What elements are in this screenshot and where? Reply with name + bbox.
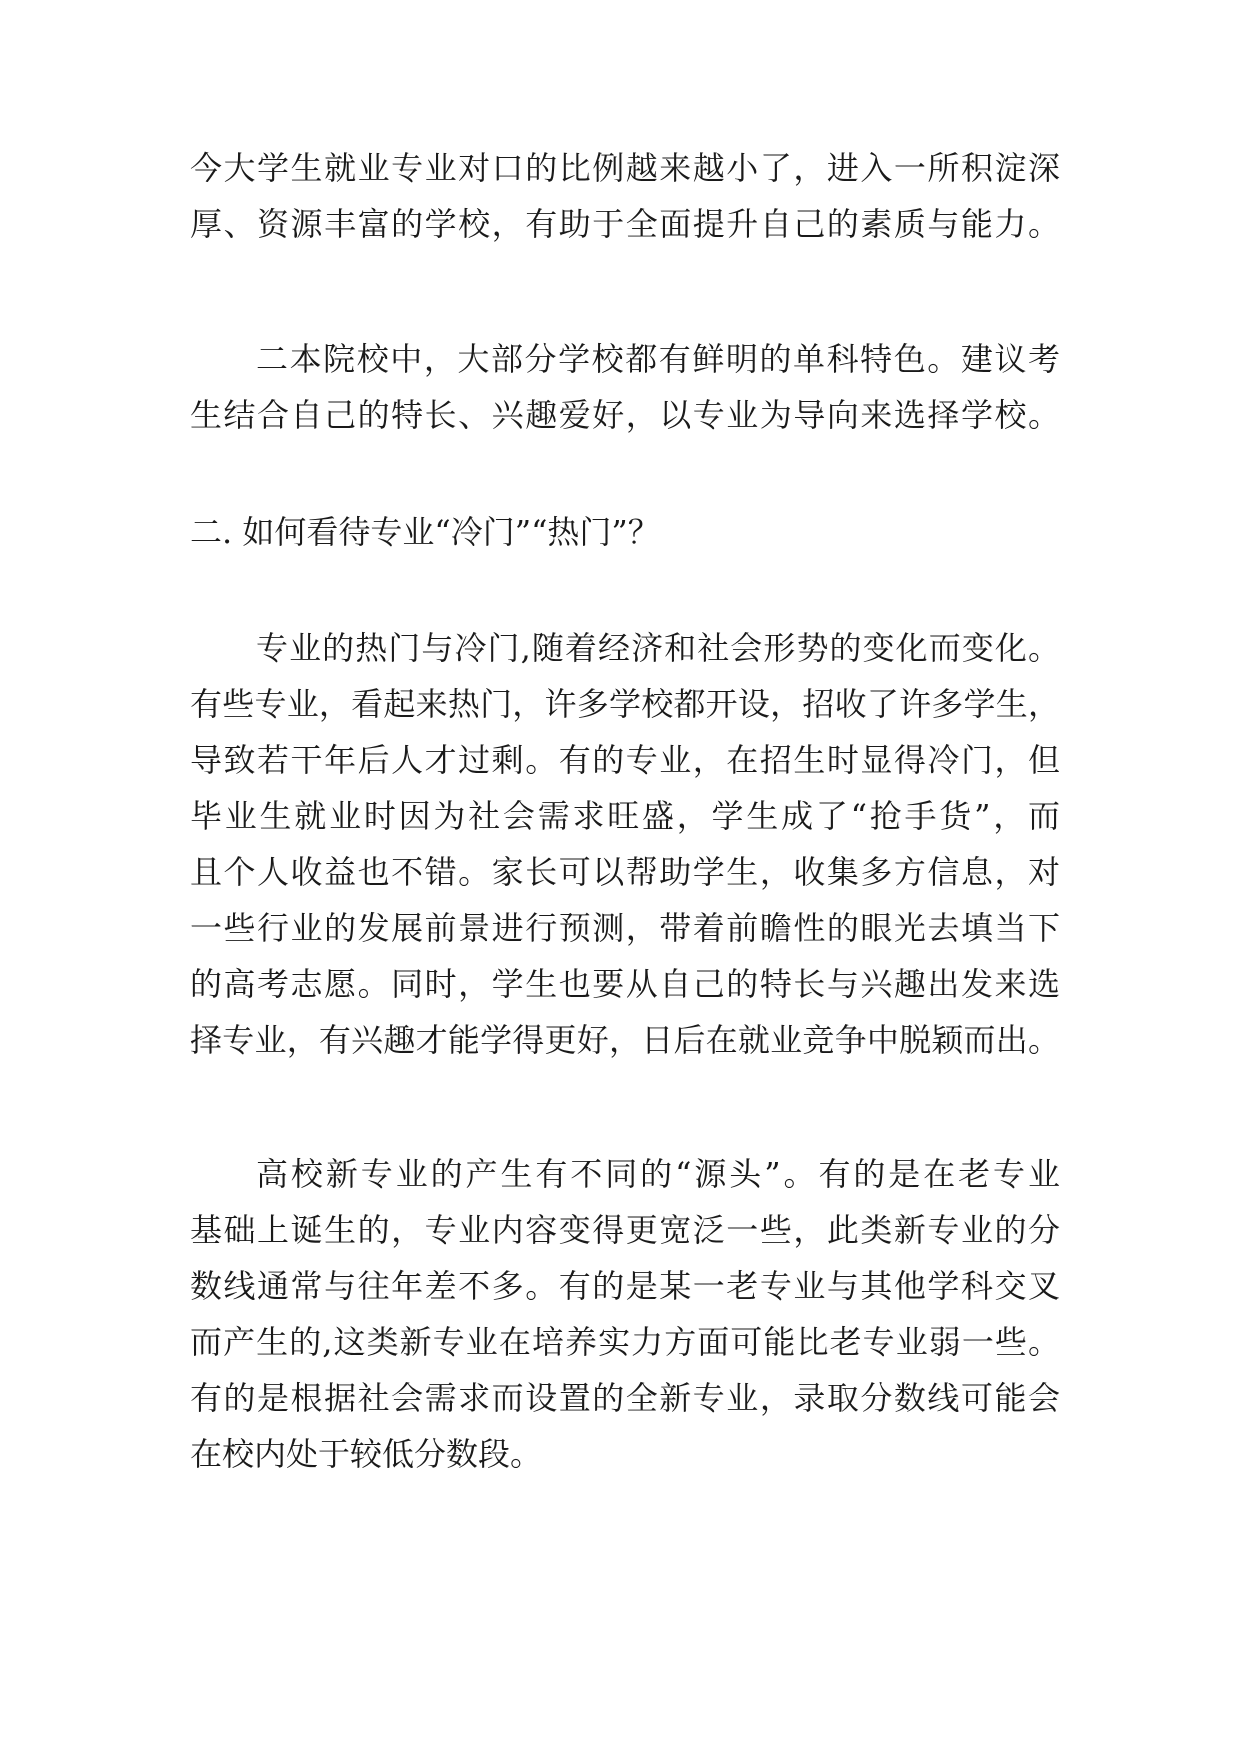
paragraph-line: 一些行业的发展前景进行预测，带着前瞻性的眼光去填当下 — [190, 909, 1060, 947]
paragraph-line: 高校新专业的产生有不同的“源头”。有的是在老专业 — [256, 1155, 1060, 1193]
paragraph-line: 毕业生就业时因为社会需求旺盛，学生成了“抢手货”，而 — [190, 797, 1060, 835]
paragraph-line: 且个人收益也不错。家长可以帮助学生，收集多方信息，对 — [190, 853, 1060, 891]
section-heading: 二. 如何看待专业“冷门”“热门”？ — [190, 513, 660, 551]
paragraph-line: 厚、资源丰富的学校，有助于全面提升自己的素质与能力。 — [190, 205, 1060, 243]
paragraph-line: 二本院校中，大部分学校都有鲜明的单科特色。建议考 — [256, 340, 1060, 378]
paragraph-line: 生结合自己的特长、兴趣爱好，以专业为导向来选择学校。 — [190, 396, 1060, 434]
paragraph-line: 而产生的,这类新专业在培养实力方面可能比老专业弱一些。 — [190, 1323, 1060, 1361]
paragraph-line: 的高考志愿。同时，学生也要从自己的特长与兴趣出发来选 — [190, 965, 1060, 1003]
paragraph-line: 基础上诞生的，专业内容变得更宽泛一些，此类新专业的分 — [190, 1211, 1060, 1249]
paragraph-line: 择专业，有兴趣才能学得更好，日后在就业竞争中脱颖而出。 — [190, 1021, 1060, 1059]
paragraph-line: 专业的热门与冷门,随着经济和社会形势的变化而变化。 — [256, 629, 1060, 667]
paragraph-line: 导致若干年后人才过剩。有的专业，在招生时显得冷门，但 — [190, 741, 1060, 779]
paragraph-line: 在校内处于较低分数段。 — [190, 1435, 543, 1473]
paragraph-line: 有的是根据社会需求而设置的全新专业，录取分数线可能会 — [190, 1379, 1060, 1417]
paragraph-line: 数线通常与往年差不多。有的是某一老专业与其他学科交叉 — [190, 1267, 1060, 1305]
paragraph-line: 今大学生就业专业对口的比例越来越小了，进入一所积淀深 — [190, 149, 1060, 187]
paragraph-line: 有些专业，看起来热门，许多学校都开设，招收了许多学生， — [190, 685, 1060, 723]
